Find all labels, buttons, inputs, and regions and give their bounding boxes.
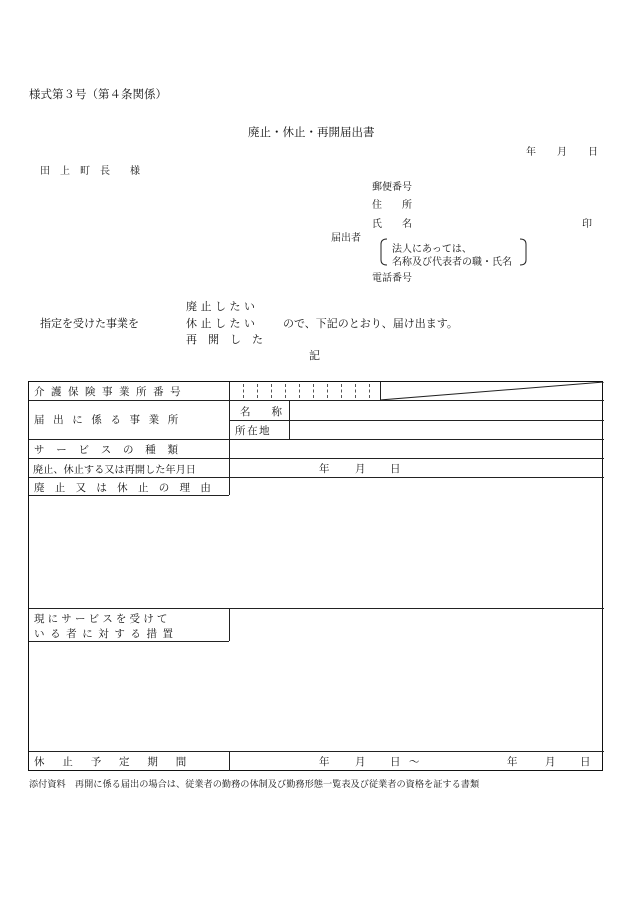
left-bracket xyxy=(380,238,388,266)
row-line xyxy=(29,400,604,401)
period-end-month: 月 xyxy=(545,756,556,768)
ki-heading: 記 xyxy=(309,349,320,362)
diagonal-slash xyxy=(380,382,604,400)
col-line xyxy=(229,382,230,495)
service-type-label: サービスの種類 xyxy=(34,444,190,456)
col-line xyxy=(289,400,290,439)
office-name-label: 名 称 xyxy=(240,406,282,418)
date-month: 月 xyxy=(557,147,567,158)
col-line xyxy=(229,608,230,641)
row-line xyxy=(29,495,229,496)
phone-label: 電話番号 xyxy=(372,273,412,284)
row-line xyxy=(29,477,604,478)
document-title: 廃止・休止・再開届出書 xyxy=(248,125,375,139)
addressee: 田 上 町 長 様 xyxy=(40,166,140,177)
suspension-period-label: 休止予定期間 xyxy=(34,756,205,768)
digit-divider xyxy=(313,384,314,398)
row-line xyxy=(29,608,604,609)
date-change-month: 月 xyxy=(355,463,366,475)
row-line xyxy=(29,439,604,440)
option-abolish: 廃 止 し た い xyxy=(186,300,255,313)
row-line xyxy=(29,751,604,752)
row-line xyxy=(229,420,604,421)
period-start-day: 日 xyxy=(390,756,401,768)
body-tail: ので、下記のとおり、届け出ます。 xyxy=(283,317,458,330)
reason-label: 廃止又は休止の理由 xyxy=(34,482,222,494)
period-end-year: 年 xyxy=(507,756,518,768)
office-number-label: 介護保険事業所番号 xyxy=(34,386,188,398)
office-label: 届出に係る事業所 xyxy=(34,414,187,426)
address-label: 住 所 xyxy=(372,200,412,211)
digit-divider xyxy=(243,384,244,398)
date-change-year: 年 xyxy=(319,463,330,475)
digit-divider xyxy=(271,384,272,398)
col-line xyxy=(229,751,230,771)
date-day: 日 xyxy=(588,147,598,158)
name-label: 氏 名 xyxy=(372,219,412,230)
digit-divider xyxy=(355,384,356,398)
date-year: 年 xyxy=(526,147,536,158)
row-line xyxy=(29,458,604,459)
date-change-day: 日 xyxy=(390,463,401,475)
digit-divider xyxy=(299,384,300,398)
period-start-year: 年 xyxy=(319,756,330,768)
option-suspend: 休 止 し た い xyxy=(186,317,255,330)
corp-note-line-2: 名称及び代表者の職・氏名 xyxy=(392,257,512,268)
measures-label-2: いる者に対する措置 xyxy=(34,628,179,640)
applicant-label: 届出者 xyxy=(331,233,361,244)
seal-mark: 印 xyxy=(582,219,592,230)
period-tilde: ～ xyxy=(409,756,420,768)
digit-divider xyxy=(341,384,342,398)
digit-divider xyxy=(369,384,370,398)
attachment-note: 添付資料 再開に係る届出の場合は、従業者の勤務の体制及び勤務形態一覧表及び従業者の資格を証する書類 xyxy=(29,779,480,790)
body-lead: 指定を受けた事業を xyxy=(40,317,139,330)
form-table xyxy=(28,381,603,771)
date-change-label: 廃止、休止する又は再開した年月日 xyxy=(33,465,196,476)
measures-label-1: 現にサービスを受けて xyxy=(34,613,171,625)
row-line xyxy=(29,641,229,642)
form-number: 様式第３号（第４条関係） xyxy=(29,87,167,101)
office-location-label: 所在地 xyxy=(235,425,272,437)
digit-divider xyxy=(285,384,286,398)
digit-divider xyxy=(327,384,328,398)
period-start-month: 月 xyxy=(355,756,366,768)
right-bracket xyxy=(519,238,527,266)
corp-note-line-1: 法人にあっては、 xyxy=(392,244,472,255)
period-end-day: 日 xyxy=(580,756,591,768)
option-resume: 再 開 し た xyxy=(186,333,263,346)
digit-divider xyxy=(257,384,258,398)
postal-code-label: 郵便番号 xyxy=(372,182,412,193)
